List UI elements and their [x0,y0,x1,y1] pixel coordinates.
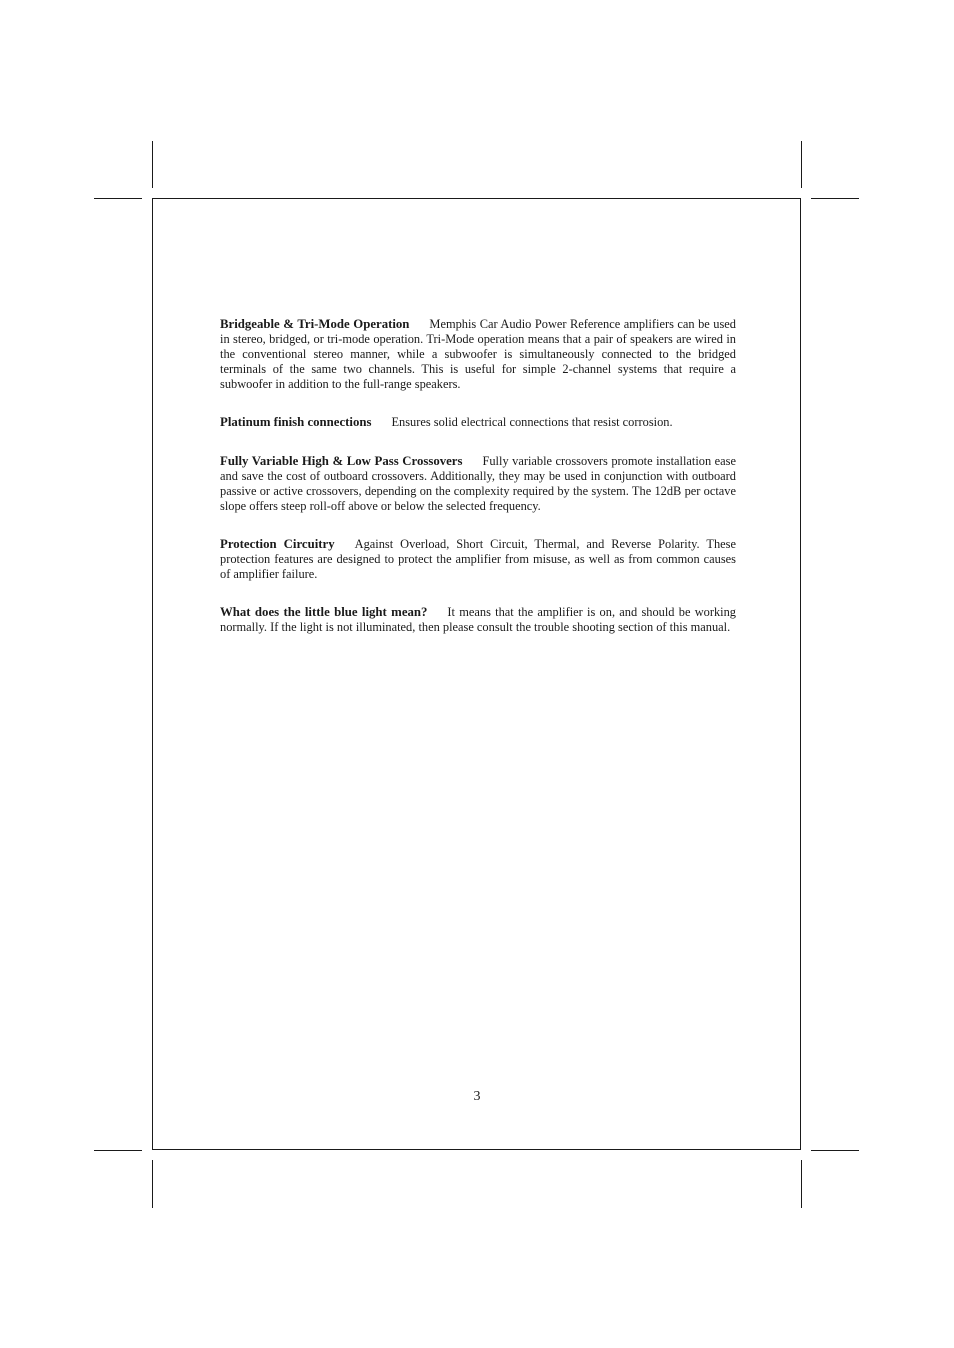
feature-body: It means that the amplifier is on, and should be working normally. If the light is not illuminated, then please consult the trouble shooting section of this manual. [220,605,736,635]
feature-body: Ensures solid electrical connections that resist corrosion. [391,415,673,430]
feature-title: What does the little blue light mean? [220,605,428,620]
crop-mark-bottom-left-vertical [152,1160,153,1208]
feature-title: Platinum finish connections [220,415,372,430]
feature-body: Against Overload, Short Circuit, Thermal, and Reverse Polarity. These protection features are designed to protect the amplifier from misuse, as well as from common causes of amplifier failure. [220,536,736,582]
crop-mark-bottom-left-horizontal [94,1150,142,1151]
crop-mark-top-right-vertical [801,141,802,188]
feature-title: Fully Variable High & Low Pass Crossovers [220,453,463,468]
feature-crossovers [220,454,736,514]
page-number: 3 [473,1089,481,1104]
feature-title: Bridgeable & Tri-Mode Operation [220,317,410,331]
features-section [220,317,736,635]
feature-protection-circuitry [220,537,736,582]
crop-mark-bottom-right-vertical [801,1160,802,1208]
feature-body: Memphis Car Audio Power Reference amplifiers can be used in stereo, bridged, or tri-mode operation. Tri-Mode operation means that a pair of speakers are wired in the conventional stereo manner, while a subwoofer is simultaneously connected to the bridged terminals of the same two channels. This is useful for simple 2-channel systems that require a subwoofer in addition to the full-range speakers. [220,317,736,392]
feature-blue-light [220,605,736,635]
feature-bridgeable [220,317,736,392]
feature-platinum-connections [220,415,736,430]
feature-title: Protection Circuitry [220,536,335,551]
crop-mark-top-left-vertical [152,141,153,188]
feature-body: Fully variable crossovers promote installation ease and save the cost of outboard crossovers. Additionally, they may be used in conjunction with outboard passive or active crossovers, depending on the complexity required by the system. The 12dB per octave slope offers steep roll-off above or below the selected frequency. [220,453,736,513]
crop-mark-bottom-right-horizontal [811,1150,859,1151]
crop-mark-top-right-horizontal [811,198,859,199]
crop-mark-top-left-horizontal [94,198,142,199]
